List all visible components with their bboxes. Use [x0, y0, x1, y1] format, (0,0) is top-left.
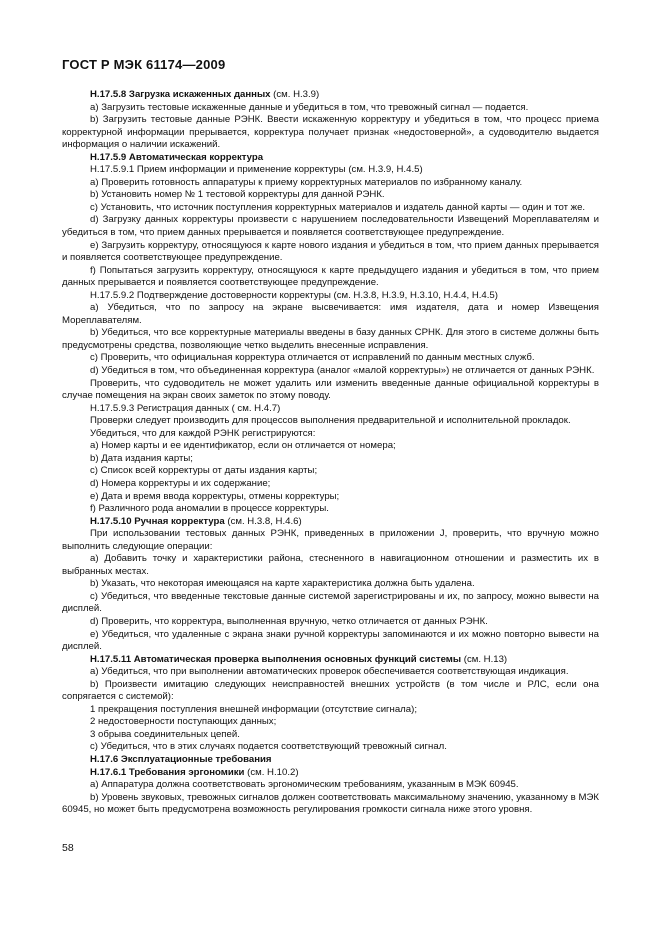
paragraph-text: d) Загрузку данных корректуры произвести с нарушением последовательности Извещений Мореплавателям и убедиться в том, что прием данных прерывается и появляется соответствующее предупреждение.: [62, 214, 599, 239]
paragraph: [62, 754, 599, 767]
paragraph-text: f) Различного рода аномалии в процессе корректуры.: [90, 503, 329, 515]
paragraph: [62, 491, 599, 504]
paragraph-text: b) Указать, что некоторая имеющаяся на карте характеристика должна быть удалена.: [90, 578, 475, 590]
paragraph-text: b) Загрузить тестовые данные РЭНК. Ввести искаженную корректуру и убедиться в том, что процесс приема корректурной информации прерывается, корректура получает признак «недостоверной», а судоводителю выдается информация о наличии искажений.: [62, 114, 599, 151]
paragraph-text: e) Загрузить корректуру, относящуюся к карте нового издания и убедиться в том, что прием данных прерывается и появляется соответствующее предупреждение.: [62, 239, 599, 264]
paragraph-text: d) Проверить, что корректура, выполненная вручную, четко отличается от данных РЭНК.: [90, 615, 488, 627]
paragraph: [62, 415, 599, 428]
paragraph: [62, 403, 599, 416]
paragraph-text: a) Убедиться, что при выполнении автоматических проверок обеспечивается соответствующая индикация.: [90, 666, 569, 678]
paragraph-text: d) Номера корректуры и их содержание;: [90, 477, 271, 489]
paragraph-text: d) Убедиться в том, что объединенная корректура (аналог «малой корректуры») не отличается от данных РЭНК.: [90, 365, 595, 377]
paragraph: [62, 553, 599, 578]
section-heading: Н.17.5.11 Автоматическая проверка выполнения основных функций системы: [90, 653, 462, 665]
paragraph: [62, 202, 599, 215]
paragraph: [62, 365, 599, 378]
paragraph: [62, 629, 599, 654]
paragraph-text: Н.17.5.9.3 Регистрация данных ( см. Н.4.7): [90, 402, 281, 414]
paragraph: [62, 465, 599, 478]
section-heading: Н.17.5.9 Автоматическая корректура: [90, 151, 264, 163]
paragraph: [62, 792, 599, 817]
section-heading: Н.17.5.8 Загрузка искаженных данных: [90, 89, 271, 100]
paragraph: [62, 528, 599, 553]
paragraph-text: c) Убедиться, что в этих случаях подается соответствующий тревожный сигнал.: [90, 741, 447, 753]
paragraph: [62, 716, 599, 729]
paragraph: [62, 290, 599, 303]
paragraph: [62, 164, 599, 177]
paragraph-text: c) Проверить, что официальная корректура отличается от исправлений по данным местных служб.: [90, 352, 535, 364]
paragraph: [62, 453, 599, 466]
paragraph-text: a) Аппаратура должна соответствовать эргономическим требованиям, указанным в МЭК 60945.: [90, 779, 519, 791]
paragraph: [62, 89, 599, 102]
paragraph-text: a) Загрузить тестовые искаженные данные и убедиться в том, что тревожный сигнал — подается.: [90, 101, 529, 113]
paragraph-text: a) Номер карты и ее идентификатор, если он отличается от номера;: [90, 440, 396, 452]
paragraph-text: 2 недостоверности поступающих данных;: [90, 716, 277, 728]
paragraph-text: b) Дата издания карты;: [90, 452, 193, 464]
paragraph: [62, 189, 599, 202]
paragraph-text: Н.17.5.9.2 Подтверждение достоверности корректуры (см. Н.3.8, Н.3.9, Н.3.10, Н.4.4, Н.4.5): [90, 289, 498, 301]
paragraph: [62, 729, 599, 742]
paragraph: [62, 741, 599, 754]
paragraph-text: f) Попытаться загрузить корректуру, относящуюся к карте предыдущего издания и убедиться в том, что прием данных прерывается и появляется соответствующее предупреждение.: [62, 264, 599, 289]
paragraph: [62, 214, 599, 239]
section-heading: Н.17.6 Эксплуатационные требования: [90, 753, 272, 765]
paragraph-text: b) Установить номер № 1 тестовой корректуры для данной РЭНК.: [90, 189, 385, 201]
paragraph-text: Убедиться, что для каждой РЭНК регистрируются:: [90, 427, 316, 439]
paragraph: [62, 503, 599, 516]
paragraph: [62, 102, 599, 115]
paragraph: [62, 440, 599, 453]
paragraph: [62, 240, 599, 265]
paragraph: [62, 352, 599, 365]
paragraph-text: c) Установить, что источник поступления корректурных материалов и издатель данной карты — один и тот же.: [90, 201, 586, 213]
paragraph: [62, 302, 599, 327]
paragraph: [62, 114, 599, 152]
paragraph-text: Проверить, что судоводитель не может удалить или изменить введенные данные официальной корректуры в случае помещения на экран своих заметок по этому поводу.: [62, 377, 599, 402]
paragraph: [62, 679, 599, 704]
paragraph-text: 3 обрыва соединительных цепей.: [90, 728, 240, 740]
page-header: ГОСТ Р МЭК 61174—2009: [62, 57, 226, 72]
paragraph-text: (см. Н.13): [461, 653, 508, 665]
paragraph: [62, 378, 599, 403]
paragraph-text: b) Убедиться, что все корректурные материалы введены в базу данных СРНК. Для этого в системе должны быть предусмотрены средства, позволяющие четко выделить внесенные исправления.: [62, 327, 599, 351]
paragraph-text: c) Список всей корректуры от даты издания карты;: [90, 465, 318, 477]
paragraph: [62, 779, 599, 792]
paragraph: [62, 767, 599, 780]
paragraph: [62, 478, 599, 491]
paragraph-text: e) Дата и время ввода корректуры, отмены корректуры;: [90, 490, 340, 502]
page-number: 58: [62, 842, 74, 854]
paragraph-text: a) Добавить точку и характеристики района, стесненного в навигационном отношении и разместить их в выбранных местах.: [62, 553, 599, 577]
paragraph-text: (см. Н.3.9): [270, 89, 320, 100]
paragraph: [62, 428, 599, 441]
paragraph: [62, 177, 599, 190]
paragraph-text: b) Уровень звуковых, тревожных сигналов должен соответствовать максимальному значению, указанному в МЭК 60945, но может быть предусмотрена возможность регулирования громкости сигнала ниже этого уровня.: [62, 791, 599, 816]
paragraph: [62, 616, 599, 629]
paragraph-text: (см. Н.3.8, Н.4.6): [224, 515, 302, 527]
paragraph-text: e) Убедиться, что удаленные с экрана знаки ручной корректуры запоминаются и их можно повторно вывести на дисплей.: [62, 628, 599, 653]
paragraph-text: (см. Н.10.2): [244, 766, 299, 778]
paragraph: [62, 265, 599, 290]
paragraph: [62, 578, 599, 591]
paragraph-text: c) Убедиться, что введенные текстовые данные системой зарегистрированы и их, по запросу, можно вывести на дисплей.: [62, 590, 599, 615]
paragraph-text: Проверки следует производить для процессов выполнения предварительной и исполнительной прокладок.: [90, 415, 571, 427]
paragraph: [62, 516, 599, 529]
paragraph-text: a) Убедиться, что по запросу на экране высвечивается: имя издателя, дата и номер Извещения Мореплавателям.: [62, 302, 599, 326]
section-heading: Н.17.6.1 Требования эргономики: [90, 766, 245, 778]
paragraph: [62, 666, 599, 679]
paragraph: [62, 654, 599, 667]
body-text: [62, 89, 599, 817]
paragraph-text: Н.17.5.9.1 Прием информации и применение корректуры (см. Н.3.9, Н.4.5): [90, 164, 423, 176]
paragraph: [62, 152, 599, 165]
paragraph: [62, 591, 599, 616]
section-heading: Н.17.5.10 Ручная корректура: [90, 515, 225, 527]
paragraph: [62, 327, 599, 352]
paragraph: [62, 704, 599, 717]
paragraph-text: При использовании тестовых данных РЭНК, приведенных в приложении J, проверить, что вручную можно выполнить следующие операции:: [62, 528, 599, 552]
paragraph-text: b) Произвести имитацию следующих неисправностей внешних устройств (в том числе и РЛС, если она сопрягается с системой):: [62, 678, 599, 703]
paragraph-text: 1 прекращения поступления внешней информации (отсутствие сигнала);: [90, 703, 417, 715]
paragraph-text: a) Проверить готовность аппаратуры к приему корректурных материалов по избранному каналу.: [90, 176, 523, 188]
